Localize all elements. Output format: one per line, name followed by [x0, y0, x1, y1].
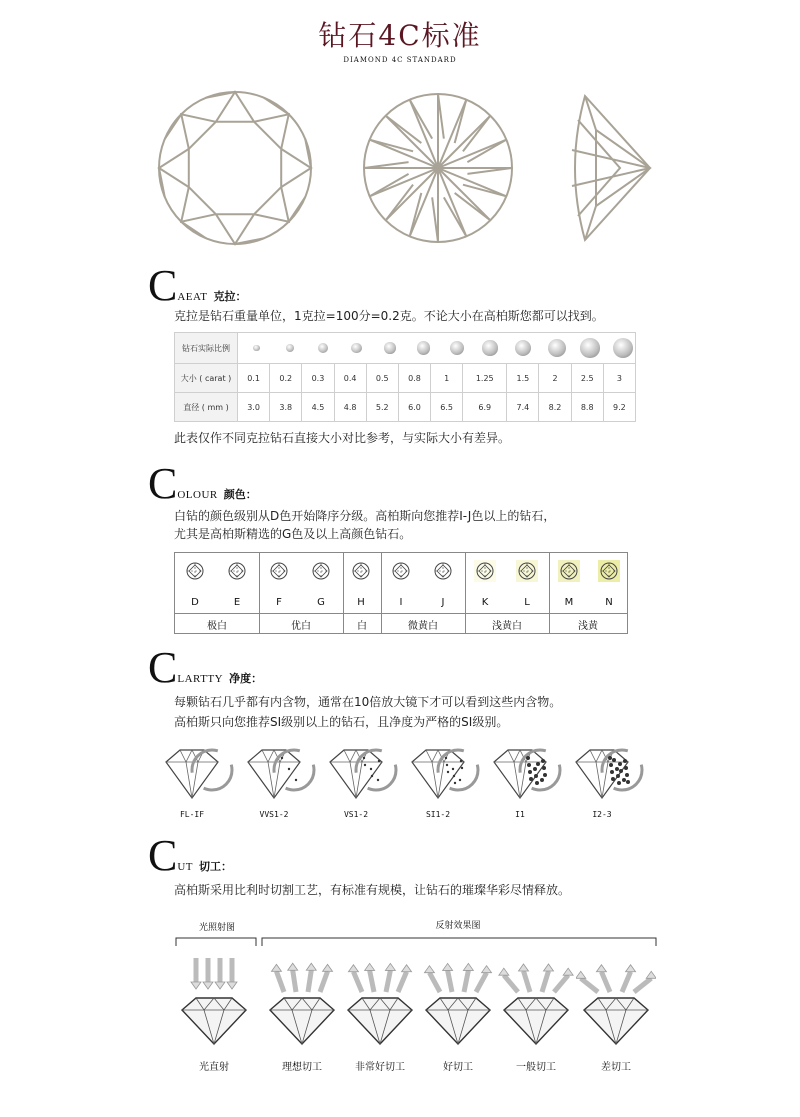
clarity-diamond-icon	[242, 742, 320, 804]
carat-diameter-cell: 6.5	[431, 393, 463, 422]
carat-diamond-icon	[417, 341, 430, 354]
cut-diamond-icon	[496, 952, 576, 1052]
cut-grade-label: 理想切工	[282, 1062, 322, 1073]
clarity-grade-label: VS1-2	[343, 810, 369, 819]
carat-diamond-icon	[253, 345, 260, 352]
carat-diamond-icon	[450, 341, 464, 355]
cut-grade-label: 一般切工	[516, 1062, 556, 1073]
carat-size-cell: 0.8	[398, 364, 430, 393]
colour-group-label: 浅黄	[578, 621, 598, 632]
clarity-diamond-icon	[570, 742, 648, 804]
clarity-diamond-icon	[488, 742, 566, 804]
carat-note: 此表仅作不同克拉钻石直接大小对比参考，与实际大小有差异。	[174, 431, 511, 445]
carat-diameter-cell: 5.2	[366, 393, 398, 422]
carat-row-label: 钻石实际比例	[175, 333, 238, 364]
cut-diamond-icon	[262, 952, 342, 1052]
colour-grade-label: J	[441, 597, 445, 608]
colour-divider	[175, 613, 627, 614]
colour-diamond-icon	[183, 559, 207, 583]
carat-size-cell: 0.3	[302, 364, 334, 393]
carat-diameter-cell: 4.8	[334, 393, 366, 422]
carat-diamond-icon	[286, 344, 294, 352]
carat-diamond-icon	[351, 343, 362, 354]
colour-grade-label: E	[233, 597, 241, 608]
cut-diamond-icon	[340, 952, 420, 1052]
colour-diamond-icon	[431, 559, 455, 583]
clarity-description-1: 每颗钻石几乎都有内含物，通常在10倍放大镜下才可以看到这些内含物。	[174, 695, 562, 709]
carat-diameter-cell: 4.5	[302, 393, 334, 422]
colour-grade-label: H	[357, 597, 365, 608]
clarity-diamond-icon	[406, 742, 484, 804]
carat-diameter-cell: 7.4	[507, 393, 539, 422]
colour-diamond-icon	[225, 559, 249, 583]
carat-size-cell: 0.5	[366, 364, 398, 393]
carat-diamond-icon	[318, 343, 328, 353]
cut-heading: CUT 切工：	[148, 831, 233, 880]
colour-grade-label: G	[317, 597, 325, 608]
clarity-heading: CLARTTY 净度：	[148, 643, 263, 692]
carat-size-cell: 2.5	[571, 364, 603, 393]
colour-group-label: 微黄白	[408, 621, 438, 632]
cut-diamond-icon	[576, 952, 656, 1052]
cut-diamond-icon	[174, 952, 254, 1052]
carat-size-cell: 1.5	[507, 364, 539, 393]
carat-diamond-icon	[580, 338, 599, 357]
cut-grade-label: 好切工	[443, 1062, 473, 1073]
carat-size-cell: 0.1	[238, 364, 270, 393]
colour-grade-label: I	[399, 597, 403, 608]
colour-diamond-icon	[557, 559, 581, 583]
cut-diamond-icon	[418, 952, 498, 1052]
carat-size-cell: 2	[539, 364, 571, 393]
carat-row-label: 大小 ( carat )	[175, 364, 238, 393]
colour-diamond-icon	[309, 559, 333, 583]
carat-heading: CAEAT 克拉：	[148, 261, 247, 310]
colour-group-label: 优白	[291, 621, 311, 632]
colour-diamond-icon	[267, 559, 291, 583]
carat-table	[174, 332, 636, 422]
diamond-side-view-icon	[572, 96, 650, 240]
colour-grade-label: M	[564, 597, 574, 608]
colour-grade-label: L	[524, 597, 530, 608]
clarity-grade-label: FL-IF	[179, 810, 205, 819]
cut-chart	[170, 952, 660, 1082]
carat-description: 克拉是钻石重量单位，1克拉=100分=0.2克。不论大小在高柏斯您都可以找到。	[174, 309, 604, 323]
carat-diameter-cell: 6.9	[463, 393, 507, 422]
clarity-grade-label: I1	[515, 810, 525, 819]
carat-dots-cell	[238, 333, 636, 364]
diamond-crown-view-icon	[159, 92, 311, 244]
colour-grade-label: K	[481, 597, 489, 608]
colour-group-label: 浅黄白	[492, 621, 522, 632]
colour-chart	[174, 552, 628, 634]
carat-size-cell: 1	[431, 364, 463, 393]
carat-diameter-cell: 6.0	[398, 393, 430, 422]
colour-group-label: 白	[357, 621, 367, 632]
carat-diameter-cell: 8.2	[539, 393, 571, 422]
colour-diamond-icon	[349, 559, 373, 583]
carat-diamond-icon	[613, 338, 633, 358]
carat-diamond-icon	[548, 339, 566, 357]
carat-diamond-icon	[515, 340, 531, 356]
colour-heading: COLOUR 颜色：	[148, 459, 257, 508]
colour-grade-label: F	[276, 597, 282, 608]
carat-size-cell: 3	[603, 364, 635, 393]
clarity-description-2: 高柏斯只向您推荐SI级别以上的钻石，且净度为严格的SI级别。	[174, 715, 509, 729]
carat-size-cell: 0.4	[334, 364, 366, 393]
colour-group-label: 极白	[207, 621, 227, 632]
colour-grade-label: D	[191, 597, 199, 608]
carat-row-label: 直径 ( mm )	[175, 393, 238, 422]
light-label: 光照射图	[198, 923, 235, 933]
carat-diameter-cell: 8.8	[571, 393, 603, 422]
cut-grade-label: 非常好切工	[355, 1062, 405, 1073]
cut-description: 高柏斯采用比利时切割工艺，有标准有规模，让钻石的璀璨华彩尽情释放。	[174, 883, 571, 897]
cut-bracket-lines	[170, 928, 660, 948]
colour-diamond-icon	[389, 559, 413, 583]
clarity-grade-label: VVS1-2	[259, 810, 289, 819]
colour-description-1: 白钻的颜色级别从D色开始降序分级。高柏斯向您推荐I-J色以上的钻石，	[174, 509, 556, 523]
carat-size-cell: 0.2	[270, 364, 302, 393]
carat-diameter-cell: 3.8	[270, 393, 302, 422]
diamond-diagrams	[0, 90, 800, 260]
cut-grade-label: 差切工	[601, 1062, 631, 1073]
colour-grade-label: N	[605, 597, 613, 608]
carat-diameter-cell: 3.0	[238, 393, 270, 422]
carat-diamond-icon	[384, 342, 395, 353]
colour-description-2: 尤其是高柏斯精选的G色及以上高颜色钻石。	[174, 527, 412, 541]
clarity-diamond-icon	[160, 742, 238, 804]
clarity-chart	[160, 742, 640, 832]
colour-diamond-icon	[473, 559, 497, 583]
carat-diamond-icon	[482, 340, 497, 355]
page-subtitle: DIAMOND 4C STANDARD	[343, 56, 457, 64]
colour-diamond-icon	[515, 559, 539, 583]
reflect-label: 反射效果图	[435, 921, 481, 931]
diamond-pavilion-view-icon	[364, 94, 512, 242]
clarity-grade-label: I2-3	[592, 810, 612, 819]
clarity-grade-label: SI1-2	[425, 810, 451, 819]
page-title: 钻石4C标准	[318, 19, 482, 52]
cut-grade-label: 光直射	[199, 1062, 229, 1073]
carat-diameter-cell: 9.2	[603, 393, 635, 422]
carat-size-cell: 1.25	[463, 364, 507, 393]
clarity-diamond-icon	[324, 742, 402, 804]
colour-diamond-icon	[597, 559, 621, 583]
